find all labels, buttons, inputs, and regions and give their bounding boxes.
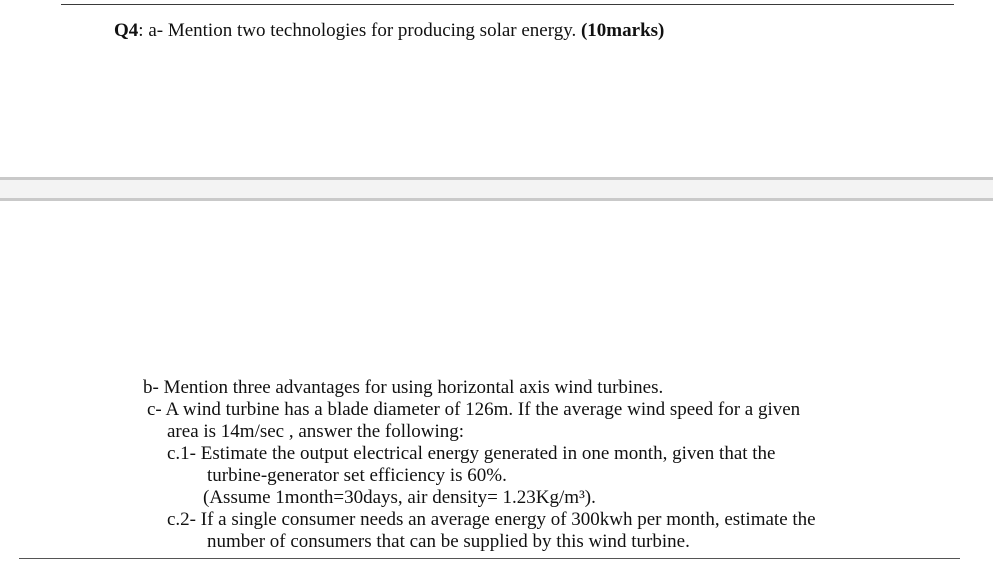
question-separator: :: [138, 20, 149, 41]
part-b-line: b- Mention three advantages for using horizontal axis wind turbines.: [143, 377, 664, 398]
part-c-line-1: c- A wind turbine has a blade diameter of 126m. If the average wind speed for a given: [147, 399, 801, 420]
top-divider: [61, 4, 954, 5]
page-break-gap: [0, 180, 993, 198]
bottom-divider: [19, 558, 960, 559]
question-a-text: a- Mention two technologies for producing solar energy.: [148, 20, 581, 41]
part-c-line-2: area is 14m/sec , answer the following:: [167, 421, 465, 442]
marks-label: (10marks): [580, 20, 665, 41]
question-number: Q4: [114, 20, 139, 41]
question-a-line: [114, 20, 664, 42]
part-c1-assumption: (Assume 1month=30days, air density= 1.23Kg/m³).: [203, 487, 596, 508]
part-c2-line-2: number of consumers that can be supplied by this wind turbine.: [207, 531, 690, 552]
part-c2-line-1: c.2- If a single consumer needs an average energy of 300kwh per month, estimate the: [167, 509, 816, 530]
part-c1-line-1: c.1- Estimate the output electrical energy generated in one month, given that the: [167, 443, 776, 464]
part-c1-line-2: turbine-generator set efficiency is 60%.: [207, 465, 507, 486]
page-break-band-bottom: [0, 198, 993, 201]
